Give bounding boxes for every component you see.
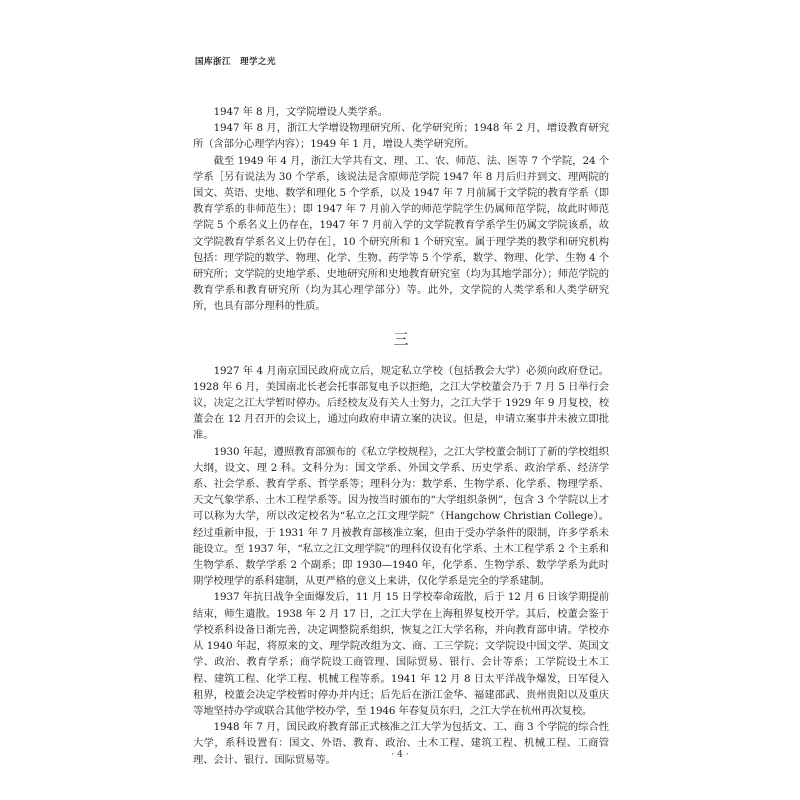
section-heading: 三 xyxy=(393,329,409,348)
paragraph: 1930 年起，遵照教育部颁布的《私立学校规程》，之江大学校董会制订了新的学校组织大纲，设文、理 2 科。文科分为：国文学系、外国文学系、历史学系、政治学系、经济学系、社会学系、教育学系、哲学系等；理科分为：数学系、生物学系、化学系、物理学系、天文气象学系、土木工程学系等。因为按当时颁布的“大学组织条例”，包含 3 个学院以上才可以称为大学，所以改定校名为“私立之江文理学院”（Hangchow Christian College）。经过重新申报，于 1931 年 7 月被教育部核准立案，但由于受办学条件的限制，许多学系未能设立。至 1937 年，“私立之江文理学院”的理科仅设有化学系、土木工程学系 2 个主系和生物学系、数学学系 2 个副系；即 1930—1940 年，化学系、生物学系、数学学系为此时期学校理学的系科建制，从更严格的意义上来讲，仅化学系是完全的学系建制。 xyxy=(193,445,609,588)
paragraph: 1948 年 7 月，国民政府教育部正式核准之江大学为包括文、工、商 3 个学院的综合性大学，系科设置有：国文、外语、教育、政治、土木工程、建筑工程、机械工程、工商管理、会计、银行、国际贸易等。 xyxy=(193,721,609,766)
paragraph: 1947 年 8 月，浙江大学增设物理研究所、化学研究所；1948 年 2 月，增设教育研究所（含部分心理学内容）；1949 年 1 月，增设人类学研究所。 xyxy=(193,122,609,151)
paragraph: 截至 1949 年 4 月，浙江大学共有文、理、工、农、师范、法、医等 7 个学院，24 个学系［另有说法为 30 个学系，该说法是含原师范学院 1947 年 8 月后归并到文、理两院的国文、英语、史地、数学和理化 5 个学系，以及 1947 年 7 月前属于文学院的教育学系（即教育学系的非师范生）；即 1947 年 7 月前入学的师范学院学生仍属师范学院，故此时师范学院 5 个系名义上仍存在，1947 年 7 月前入学的文学院教育学系学生仍属文学院该系，故文学院教育学系名义上仍存在］，10 个研究所和 1 个研究室。属于理学类的教学和研究机构包括：理学院的数学、物理、化学、生物、药学等 5 个学系，数学、物理、化学、生物 4 个研究所；文学院的史地学系、史地研究所和史地教育研究室（均为其地学部分）；师范学院的教育学系和教育研究所（均为其心理学部分）等。此外，文学院的人类学系和人类学研究所，也具有部分理科的性质。 xyxy=(193,154,609,313)
body-text xyxy=(193,104,609,768)
paragraph: 1927 年 4 月南京国民政府成立后，规定私立学校（包括教会大学）必须向政府登记。1928 年 6 月，美国南北长老会托事部复电予以拒绝，之江大学校董会乃于 7 月 5 日举行会议，决定之江大学暂时停办。后经校友及有关人士努力，之江大学于 1929 年 9 月复校，校董会在 12 月召开的会议上，通过向政府申请立案的决议。但是，申请立案事并未被立即批准。 xyxy=(193,364,609,442)
running-head: 国库浙江 理学之光 xyxy=(195,57,277,67)
paragraph: 1937 年抗日战争全面爆发后，11 月 15 日学校奉命疏散，后于 12 月 6 日该学期提前结束，师生遣散。1938 年 2 月 17 日，之江大学在上海租界复校开学。其后，校董会鉴于学校系科设备日渐完善，决定调整院系组织，恢复之江大学名称，并向教育部申请。学校亦从 1940 年起，将原来的文、理学院改组为文、商、工三学院；文学院设中国文学、英国文学、政治、教育学系；商学院设工商管理、国际贸易、银行、会计等系；工学院设土木工程、建筑工程、化学工程、机械工程等系。1941 年 12 月 8 日太平洋战争爆发，日军侵入租界，校董会决定学校暂时停办并内迁；后先后在浙江金华、福建邵武、贵州贵阳以及重庆等地坚持办学或联合其他学校办学，至 1946 年春复员东归，之江大学在杭州再次复校。 xyxy=(193,591,609,717)
paragraph: 1947 年 8 月，文学院增设人类学系。 xyxy=(213,106,388,118)
page-number: · 4 · xyxy=(391,750,409,760)
